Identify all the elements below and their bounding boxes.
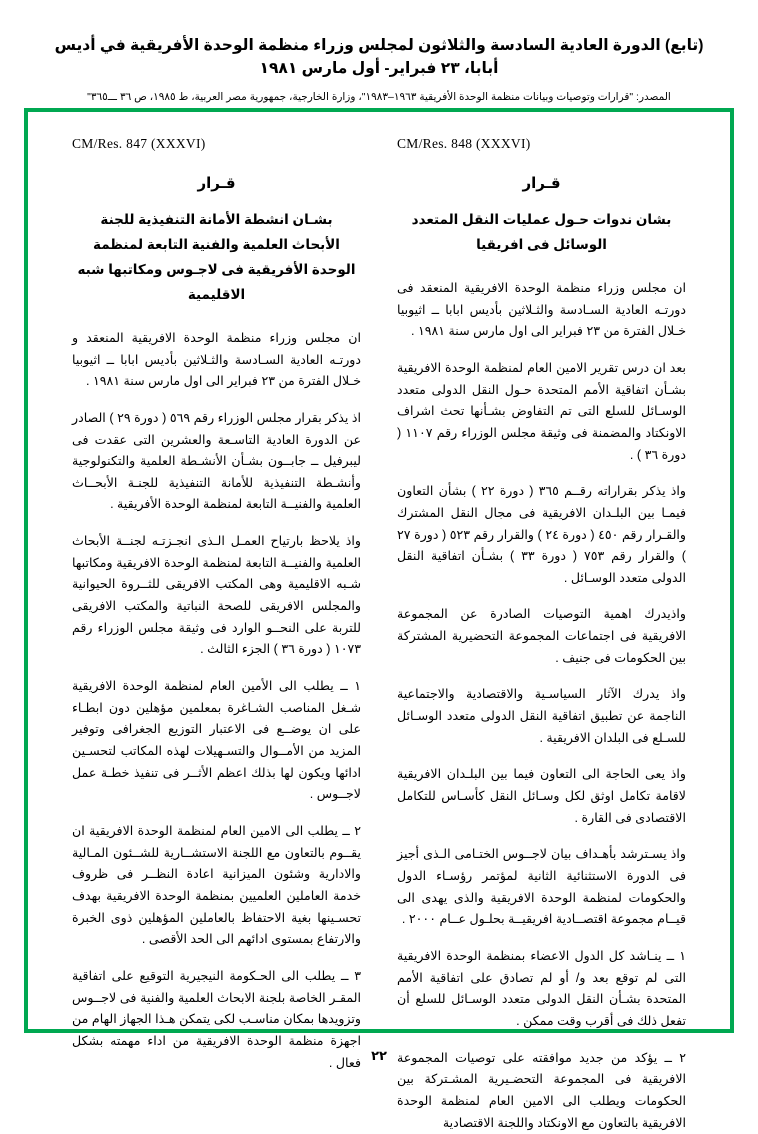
resolution-kicker-left: قـرار bbox=[197, 175, 236, 192]
paragraph: اذ يذكر بقرار مجلس الوزراء رقم ٥٦٩ ( دورة ٢٩ ) الصادر عن الدورة العادية التاسـعة والعشرين التى عقدت فى ليبرفيل ــ جابــون بشـأن الأنشـطة العلمية والتكنولوجية وأنشـطة التنفيذية للأمانة التنفيذية للجنـة الأبحــاث العلمية والفنيــة التابعة لمنظمة الوحدة الأفريقية . bbox=[72, 410, 361, 512]
green-border-frame bbox=[24, 108, 734, 1130]
paragraph: بعد ان درس تقرير الامين العام لمنظمة الوحدة الافريقية بشـأن اتفاقية الأمم المتحدة حـول النقل الدولى متعدد الوسـائل للسلع التى تم التفاوض بشـأنها تحث اشراف الاونكتاد والمضمنة فى وثيقة مجلس الوزراء رقم ١١٠٧ ( دورة ٣٦ ) . bbox=[397, 360, 686, 462]
paragraph: ١ ــ يطلب الى الأمين العام لمنظمة الوحدة الافريقية شـغل المناصب الشـاغرة بمعلمين مؤهلين دون ابطـاء على ان يوضــع فى الاعتبار التوزيع الجغرافى وتوفير المزيد من الأمــوال والتسـهيلات لهذه المكاتب لتحسـين ادائها ويكون لها بذلك اعظم الأثــر فى تنفيذ خطـة عمل لاجــوس . bbox=[72, 679, 361, 802]
paragraph: واذ يعى الحاجة الى التعاون فيما بين البلـدان الافريقية لاقامة تكامل اوثق لكل وسـائل النقل كأسـاس للتكامل الاقتصادى فى القارة . bbox=[397, 767, 686, 825]
paragraph: واذ يلاحظ بارتياح العمـل الـذى انجـزتـه لجنــة الأبحاث العلمية والفنيــة التابعة لمنظمة الوحدة الافريقية ومكاتبها شـبه الاقليمية وهى المكتب الافريقى للثــروة الحيوانية والمجلس الافريقى للصحة النباتية والمكتب الافريقى للتربة على النحــو الوارد فى وثيقة مجلس الوزراء رقم ١٠٧٣ ( دورة ٣٦ ) الجزء الثالث . bbox=[72, 534, 361, 657]
resolution-subject-right: بشان ندوات حـول عمليات النقل المتعدد الوسائل فى افريقيا bbox=[411, 212, 672, 252]
page-number: ٢٢ bbox=[371, 1048, 387, 1063]
resolution-id-right: CM/Res. 848 (XXXVI) bbox=[397, 136, 531, 151]
paragraph: ٢ ــ يطلب الى الامين العام لمنظمة الوحدة الافريقية ان يقــوم بالتعاون مع اللجنة الاستشــارية للشــئون المـالية والادارية وشئون الميزانية اعادة النظــر فى ظروف خدمة العاملين العلميين بمنظمة الوحدة الافريقية بهدف تحسـينها بغية الاحتفاظ بالعاملين المؤهلين ذوى الخبرة والارتفاع بمستوى ادائهم الى الحد الأقصى . bbox=[72, 824, 361, 947]
paragraph: واذ يذكر بقراراته رقــم ٣٦٥ ( دورة ٢٢ ) بشأن التعاون فيمـا بين البلـدان الافريقية فى مجال النقل المشترك والقـرار رقم ٤٥٠ ( دورة ٢٤ ) والقرار رقم ٥٢٣ ( دورة ٢٧ ) والقرار رقم ٧٥٣ ( دورة ٣٣ ) بشـأن اتفاقية النقل الدولى متعدد الوسـائل . bbox=[397, 484, 686, 585]
page-header bbox=[0, 0, 758, 105]
resolution-subject-left: بشـان انشطة الأمانة التنفيذية للجنة الأبحاث العلمية والفنية التابعة لمنظمة الوحدة الأفريقية فى لاجـوس ومكاتبها شبه الاقليمية bbox=[77, 212, 356, 302]
header-source: المصدر: "قرارات وتوصيات وبيانات منظمة الوحدة الأفريقية ١٩٦٣–١٩٨٣"، وزارة الخارجية، جمهورية مصر العربية، ط ١٩٨٥، ص ٣٦ ـــ٣٦٥" bbox=[87, 90, 671, 103]
paragraph: واذ يدرك الآثار السياسـية والاقتصادية والاجتماعية الناجمة عن تطبيق اتفاقية النقل الدولى متعدد الوسـائل للسـلع فى البلدان الافريقية . bbox=[397, 687, 686, 745]
resolution-id-left: CM/Res. 847 (XXXVI) bbox=[72, 136, 206, 151]
paragraph: واذيدرك اهمية التوصيات الصادرة عن المجموعة الافريقية فى اجتماعات المجموعة التحضيرية المشتركة بين الحكومات فى جنيف . bbox=[397, 607, 686, 665]
resolution-kicker-right: قـرار bbox=[522, 175, 561, 192]
paragraph: ١ ــ ينـاشد كل الدول الاعضاء بمنظمة الوحدة الافريقية التى لم توقع بعد و/ أو لم تصادق على اتفاقية الأمم المتحدة بشـأن النقل الدولى متعدد الوسـائل للسلع أن تفعل ذلك فى أقرب وقت ممكن . bbox=[397, 949, 686, 1028]
paragraph: ان مجلس وزراء منظمة الوحدة الافريقية المنعقد فى دورتـه العادية السـادسة والثـلاثين بأديس ابابا ــ اثيوبيا خـلال الفترة من ٢٣ فبراير الى اول مارس سنة ١٩٨١ . bbox=[397, 280, 686, 339]
paragraph: واذ يسـترشد بأهـداف بيان لاجــوس الختـامى الـذى أجيز فى الدورة الاستثنائية الثانية لمؤتمر رؤسـاء الدول والحكومات لمنظمة الوحدة الافريقية والذى يهدى الى قيــام مجموعة اقتصــادية افريقيــة بحلـول عــام ٢٠٠٠ . bbox=[397, 847, 686, 927]
paragraph: ٢ ــ يؤكد من جديد موافقته على توصيات المجموعة الافريقية فى المجموعة التحضـيرية المشـتركة بين الحكومات ويطلب الى الامين العام لمنظمة الوحدة الافريقية بالتعاون مع الاونكتاد واللجنة الاقتصادية bbox=[397, 1050, 686, 1130]
paragraph: ان مجلس وزراء منظمة الوحدة الافريقية المنعقد و دورتـه العادية السـادسة والثـلاثين بأديس ابابا ــ اثيوبيا خـلال الفترة من ٢٣ فبراير الى اول مارس سنة ١٩٨١ . bbox=[72, 330, 361, 389]
two-column-body bbox=[28, 112, 730, 1130]
header-title: (تابع) الدورة العادية السادسة والثلاثون لمجلس وزراء منظمة الوحدة الأفريقية في أديس أبابا، ٢٣ فبراير- أول مارس ١٩٨١ bbox=[54, 37, 704, 78]
paragraph: ٣ ــ يطلب الى الحـكومة النيجيرية التوقيع على اتفاقية المقـر الخاصة بلجنة الابحاث العلمية والفنية فى لاجــوس وتزويدها بمكان مناسـب لكى يتمكن هـذا الجهاز الهام من اجهزة منظمة الوحدة الافريقية من اداء مهمته بشكل فعال . bbox=[72, 968, 361, 1070]
column-right bbox=[379, 130, 708, 1130]
